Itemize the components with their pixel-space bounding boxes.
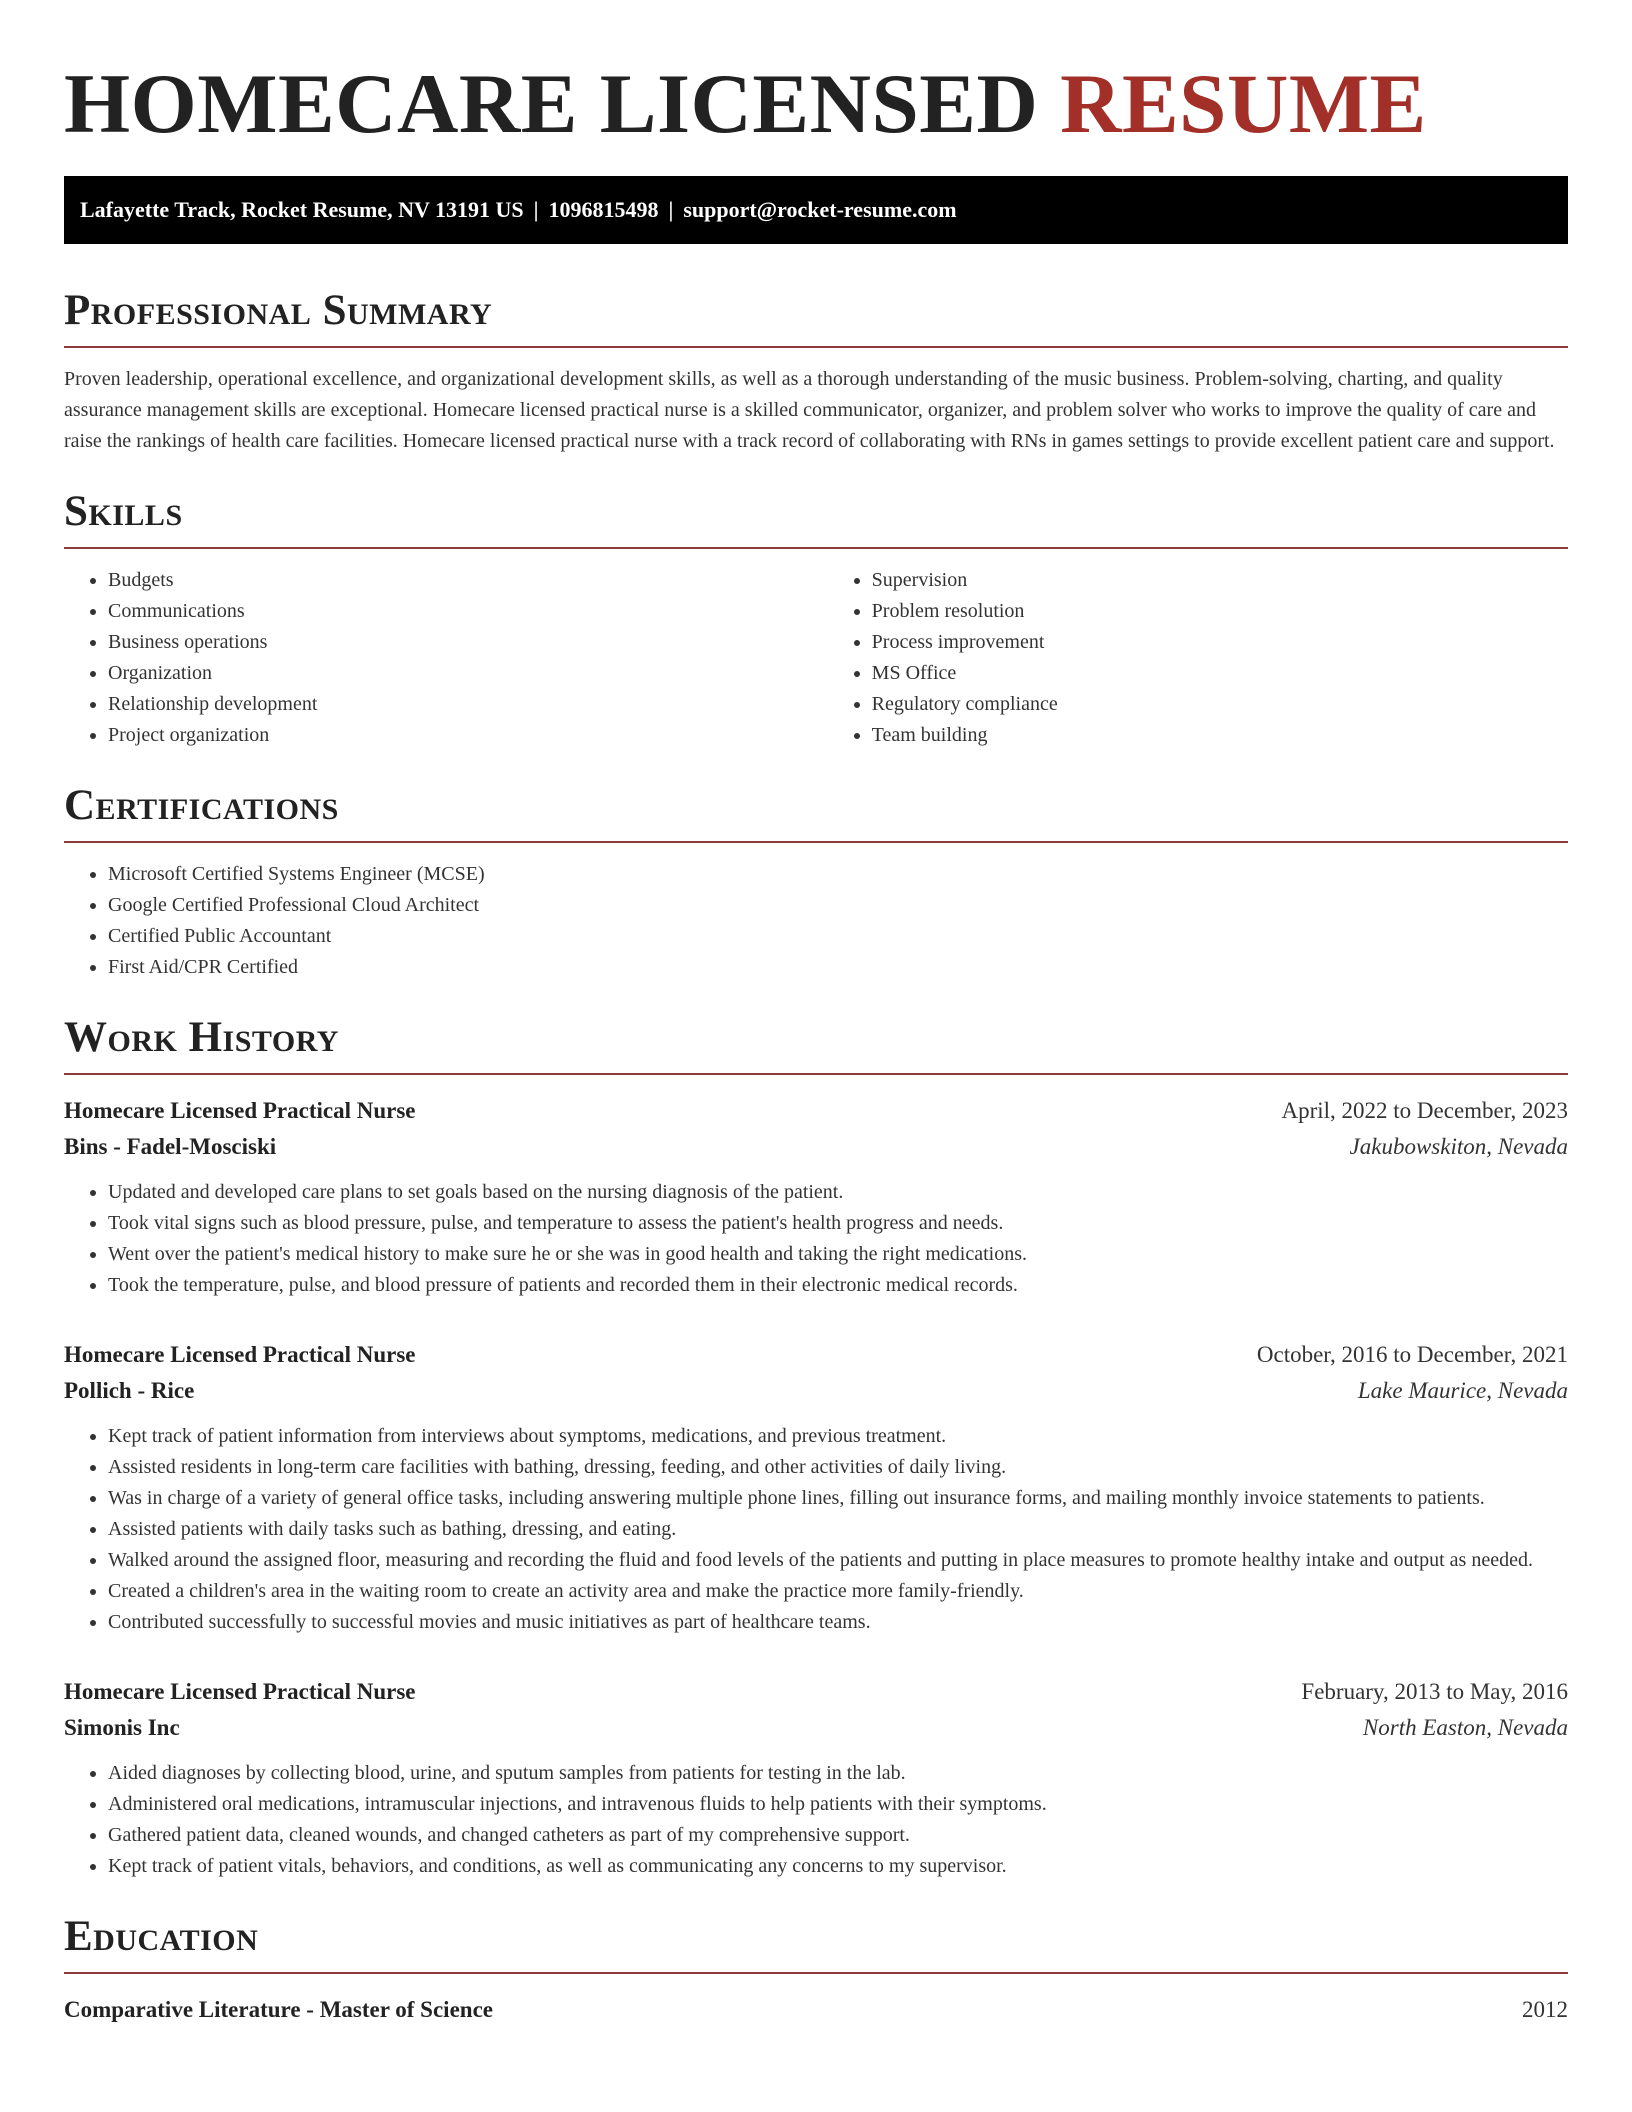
summary-section [64, 286, 1568, 457]
resume-title [64, 0, 1568, 154]
job-title: Homecare Licensed Practical Nurse [64, 1679, 416, 1704]
job-dates: February, 2013 to May, 2016 [1301, 1679, 1568, 1704]
job-header-row [64, 1093, 1568, 1129]
job-company-row [64, 1129, 1568, 1165]
education-degree: Comparative Literature - Master of Science [64, 1997, 493, 2022]
list-item: • Project organization [108, 720, 828, 751]
job-company: Pollich - Rice [64, 1378, 195, 1403]
list-item: • Took vital signs such as blood pressure, pulse, and temperature to assess the patient's health progress and needs. [108, 1208, 1568, 1239]
contact-email: support@rocket-resume.com [683, 197, 957, 222]
list-item: • Was in charge of a variety of general office tasks, including answering multiple phone lines, filling out insurance forms, and mailing monthly invoice statements to patients. [108, 1483, 1568, 1514]
job-entry [64, 1093, 1568, 1301]
job-title: Homecare Licensed Practical Nurse [64, 1098, 416, 1123]
contact-separator: | [668, 197, 674, 222]
list-item: • Kept track of patient information from interviews about symptoms, medications, and previous treatment. [108, 1421, 1568, 1452]
job-bullets [64, 1758, 1568, 1882]
list-item: • Supervision [872, 565, 1568, 596]
job-bullets [64, 1177, 1568, 1301]
title-main: HOMECARE LICENSED [64, 57, 1039, 151]
list-item: • Relationship development [108, 689, 828, 720]
education-entry [64, 1992, 1568, 2028]
work-history-heading: Work History [64, 1013, 1568, 1075]
skills-heading: Skills [64, 487, 1568, 549]
list-item: • Process improvement [872, 627, 1568, 658]
job-dates: October, 2016 to December, 2021 [1256, 1342, 1568, 1367]
list-item: • First Aid/CPR Certified [108, 952, 1568, 983]
list-item: • Organization [108, 658, 828, 689]
job-entry [64, 1674, 1568, 1882]
skills-list-right [828, 565, 1568, 751]
job-company-row [64, 1710, 1568, 1746]
job-location: North Easton, Nevada [1362, 1715, 1568, 1740]
list-item: • Took the temperature, pulse, and blood pressure of patients and recorded them in their electronic medical records. [108, 1270, 1568, 1301]
list-item: • Google Certified Professional Cloud Architect [108, 890, 1568, 921]
contact-phone: 1096815498 [548, 197, 659, 222]
job-header-row [64, 1337, 1568, 1373]
job-location: Lake Maurice, Nevada [1357, 1378, 1568, 1403]
job-company: Bins - Fadel-Mosciski [64, 1134, 277, 1159]
skills-columns [64, 565, 1568, 751]
list-item: • Team building [872, 720, 1568, 751]
certifications-list [64, 859, 1568, 983]
list-item: • Administered oral medications, intramuscular injections, and intravenous fluids to help patients with their symptoms. [108, 1789, 1568, 1820]
list-item: • Budgets [108, 565, 828, 596]
list-item: • Kept track of patient vitals, behaviors, and conditions, as well as communicating any concerns to my supervisor. [108, 1851, 1568, 1882]
certifications-heading: Certifications [64, 781, 1568, 843]
education-year: 2012 [1522, 1997, 1568, 2022]
job-company: Simonis Inc [64, 1715, 180, 1740]
list-item: • Went over the patient's medical history to make sure he or she was in good health and taking the right medications. [108, 1239, 1568, 1270]
summary-heading: Professional Summary [64, 286, 1568, 348]
job-dates: April, 2022 to December, 2023 [1281, 1098, 1568, 1123]
contact-address: Lafayette Track, Rocket Resume, NV 13191 US [80, 197, 524, 222]
list-item: • Assisted residents in long-term care facilities with bathing, dressing, feeding, and other activities of daily living. [108, 1452, 1568, 1483]
list-item: • Microsoft Certified Systems Engineer (MCSE) [108, 859, 1568, 890]
certifications-section [64, 781, 1568, 983]
list-item: • Communications [108, 596, 828, 627]
list-item: • Regulatory compliance [872, 689, 1568, 720]
list-item: • Contributed successfully to successful movies and music initiatives as part of healthcare teams. [108, 1607, 1568, 1638]
skills-list-left [64, 565, 828, 751]
summary-text: Proven leadership, operational excellence, and organizational development skills, as well as a thorough understanding of the music business. Problem-solving, charting, and quality assurance management skills are exceptional. Homecare licensed practical nurse is a skilled communicator, organizer, and problem solver who works to improve the quality of care and raise the rankings of health care facilities. Homecare licensed practical nurse with a track record of collaborating with RNs in games settings to provide excellent patient care and support. [64, 368, 1555, 452]
job-header-row [64, 1674, 1568, 1710]
skills-section [64, 487, 1568, 751]
list-item: • MS Office [872, 658, 1568, 689]
list-item: • Gathered patient data, cleaned wounds, and changed catheters as part of my comprehensive support. [108, 1820, 1568, 1851]
list-item: • Business operations [108, 627, 828, 658]
list-item: • Created a children's area in the waiting room to create an activity area and make the practice more family-friendly. [108, 1576, 1568, 1607]
work-history-section [64, 1013, 1568, 1882]
job-bullets [64, 1421, 1568, 1638]
list-item: • Updated and developed care plans to set goals based on the nursing diagnosis of the patient. [108, 1177, 1568, 1208]
education-heading: Education [64, 1912, 1568, 1974]
contact-bar [64, 176, 1568, 244]
job-company-row [64, 1373, 1568, 1409]
education-section [64, 1912, 1568, 2028]
contact-separator: | [533, 197, 539, 222]
list-item: • Problem resolution [872, 596, 1568, 627]
list-item: • Aided diagnoses by collecting blood, urine, and sputum samples from patients for testing in the lab. [108, 1758, 1568, 1789]
job-location: Jakubowskiton, Nevada [1349, 1134, 1568, 1159]
title-accent: RESUME [1060, 57, 1427, 151]
job-title: Homecare Licensed Practical Nurse [64, 1342, 416, 1367]
list-item: • Walked around the assigned floor, measuring and recording the fluid and food levels of the patients and putting in place measures to promote healthy intake and output as needed. [108, 1545, 1568, 1576]
job-entry [64, 1337, 1568, 1638]
resume-page [64, 0, 1568, 2028]
list-item: • Assisted patients with daily tasks such as bathing, dressing, and eating. [108, 1514, 1568, 1545]
list-item: • Certified Public Accountant [108, 921, 1568, 952]
